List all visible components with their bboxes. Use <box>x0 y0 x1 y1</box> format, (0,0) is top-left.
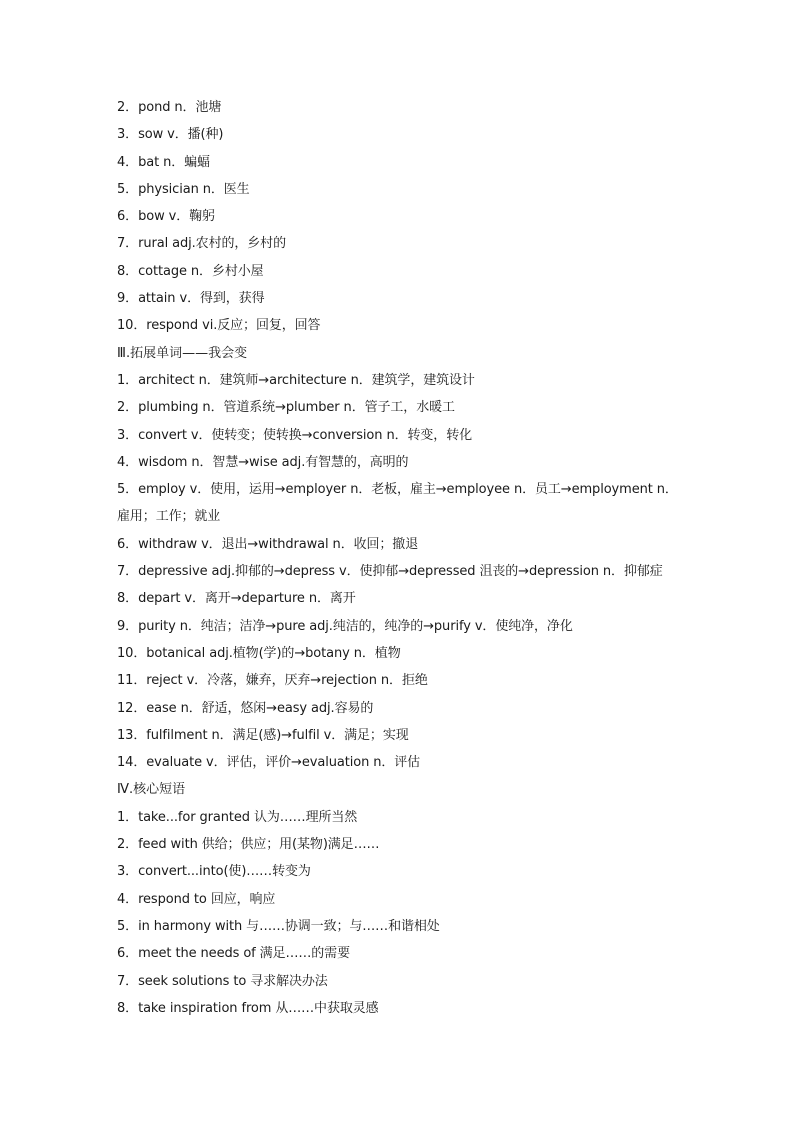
list-item: 6．withdraw v．退出→withdrawal n．收回；撤退 <box>117 536 419 552</box>
list-item: 5．physician n．医生 <box>117 181 250 197</box>
list-item: 4．wisdom n．智慧→wise adj.有智慧的，高明的 <box>117 454 409 470</box>
list-item: 2．feed with 供给；供应；用(某物)满足…… <box>117 837 380 853</box>
section-heading-expand-words: Ⅲ.拓展单词——我会变 <box>117 345 248 361</box>
list-item: 12．ease n．舒适，悠闲→easy adj.容易的 <box>117 700 374 716</box>
list-item: 9．purity n．纯洁；洁净→pure adj.纯洁的，纯净的→purify v．使纯净，净化 <box>117 618 573 634</box>
list-item: 3．sow v．播(种) <box>117 127 224 143</box>
list-item: 4．bat n．蝙蝠 <box>117 154 210 170</box>
list-item: 14．evaluate v．评估，评价→evaluation n．评估 <box>117 755 421 771</box>
list-item: 2．plumbing n．管道系统→plumber n．管子工，水暖工 <box>117 400 455 416</box>
list-item: 8．cottage n．乡村小屋 <box>117 263 264 279</box>
list-item: 7．depressive adj.抑郁的→depress v．使抑郁→depressed 沮丧的→depression n．抑郁症 <box>117 564 663 580</box>
list-item: 6．meet the needs of 满足……的需要 <box>117 946 350 962</box>
list-item: 5．employ v．使用，运用→employer n．老板，雇主→employee n．员工→employment n．雇用；工作；就业 <box>117 482 678 525</box>
list-item: 10．respond vi.反应；回复，回答 <box>117 318 321 334</box>
list-item: 7．rural adj.农村的，乡村的 <box>117 236 286 252</box>
list-item: 1．take...for granted 认为……理所当然 <box>117 809 358 825</box>
list-item: 5．in harmony with 与……协调一致；与……和谐相处 <box>117 918 440 934</box>
list-item: 2．pond n．池塘 <box>117 100 222 115</box>
list-item: 8．depart v．离开→departure n．离开 <box>117 591 356 607</box>
list-item: 11．reject v．冷落，嫌弃，厌弃→rejection n．拒绝 <box>117 673 428 689</box>
list-item: 6．bow v．鞠躬 <box>117 209 215 225</box>
list-item: 3．convert...into(使)……转变为 <box>117 864 311 880</box>
list-item: 9．attain v．得到，获得 <box>117 291 265 307</box>
list-item: 4．respond to 回应，响应 <box>117 891 276 907</box>
list-item: 8．take inspiration from 从……中获取灵感 <box>117 1000 379 1016</box>
list-item: 7．seek solutions to 寻求解决办法 <box>117 973 328 989</box>
list-item: 13．fulfilment n．满足(感)→fulfil v．满足；实现 <box>117 727 409 743</box>
list-item: 3．convert v．使转变；使转换→conversion n．转变，转化 <box>117 427 472 443</box>
vocabulary-content <box>117 94 679 1022</box>
list-item: 1．architect n．建筑师→architecture n．建筑学，建筑设计 <box>117 372 475 388</box>
list-item: 10．botanical adj.植物(学)的→botany n．植物 <box>117 645 401 661</box>
section-heading-core-phrases: Ⅳ.核心短语 <box>117 782 186 798</box>
